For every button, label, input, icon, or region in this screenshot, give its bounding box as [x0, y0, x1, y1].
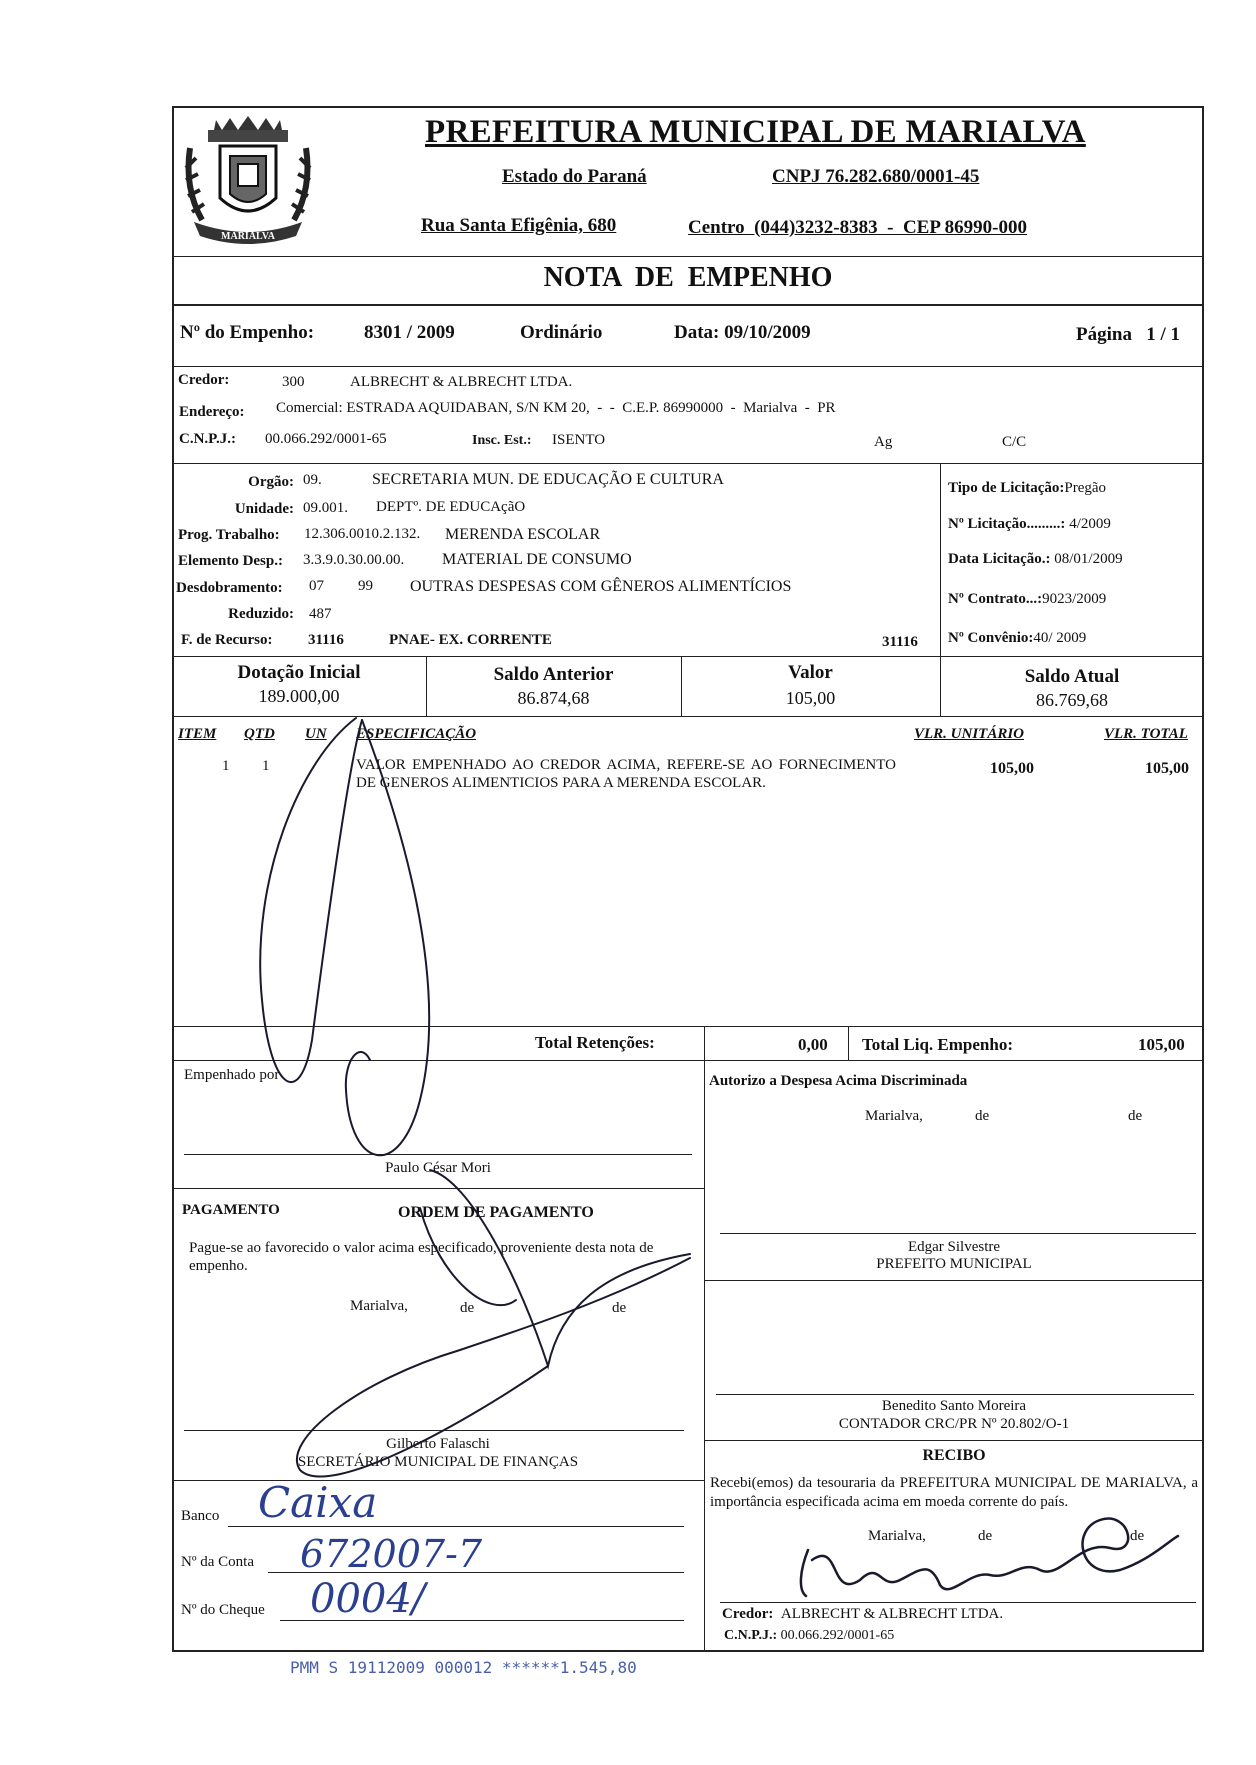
recibo-place: Marialva, — [868, 1528, 926, 1544]
reduzido-label: Reduzido: — [228, 606, 294, 622]
recurso-code-right: 31116 — [882, 634, 918, 650]
row-qtd: 1 — [262, 758, 270, 774]
desdobramento-name: OUTRAS DESPESAS COM GÊNEROS ALIMENTÍCIOS — [410, 578, 792, 595]
recurso-name: PNAE- EX. CORRENTE — [389, 632, 552, 648]
numero-licitacao-label: Nº Licitação.........: — [948, 516, 1066, 532]
recibo-text: Recebi(emos) da tesouraria da PREFEITURA MUNICIPAL DE MARIALVA, a importância especificada acima em moeda corrente do país. — [710, 1475, 1198, 1510]
pagamento-label: PAGAMENTO — [182, 1202, 280, 1218]
prog-name: MERENDA ESCOLAR — [445, 526, 601, 543]
retencoes-label: Total Retenções: — [535, 1033, 655, 1052]
col-vlr-total: VLR. TOTAL — [1104, 726, 1188, 742]
cnpj-field-label: C.N.P.J.: — [179, 431, 236, 447]
prefeito-role: PREFEITO MUNICIPAL — [876, 1256, 1032, 1272]
crest-text: MARIALVA — [221, 231, 275, 242]
numero-contrato — [948, 591, 1106, 608]
recibo-de1: de — [978, 1528, 993, 1544]
valor-label: Valor — [788, 662, 833, 683]
address-label: Rua Santa Efigênia, 680 — [421, 215, 617, 236]
col-un: UN — [305, 726, 327, 742]
pagamento-text: Pague-se ao favorecido o valor acima especificado, proveniente desta nota de empenho. — [189, 1240, 654, 1274]
contrato-value: 9023/2009 — [1042, 591, 1107, 607]
recibo-de2: de — [1130, 1528, 1145, 1544]
page-number: Página 1 / 1 — [1076, 324, 1180, 345]
recibo-credor — [722, 1606, 1003, 1623]
recibo-title: RECIBO — [922, 1447, 986, 1464]
desdobramento-code: 07 — [309, 578, 324, 594]
address-contact: Centro (044)3232-8383 - CEP 86990-000 — [688, 217, 1027, 238]
recurso-label: F. de Recurso: — [181, 632, 273, 648]
recibo-cnpj-label: C.N.P.J.: — [724, 1628, 778, 1643]
credor-code: 300 — [282, 374, 305, 390]
col-vlr-unitario: VLR. UNITÁRIO — [914, 726, 1025, 742]
unidade-name: DEPTº. DE EDUCAçãO — [376, 499, 526, 515]
dotacao-value: 189.000,00 — [258, 686, 340, 706]
empenho-number: 8301 / 2009 — [364, 322, 455, 343]
autorizo-place: Marialva, — [865, 1108, 923, 1124]
recibo-credor-value: ALBRECHT & ALBRECHT LTDA. — [780, 1606, 1004, 1622]
pagamento-place: Marialva, — [350, 1298, 408, 1314]
data-licitacao-label: Data Licitação.: — [948, 551, 1051, 567]
empenho-type: Ordinário — [520, 322, 603, 343]
col-item: ITEM — [178, 726, 217, 742]
prog-code: 12.306.0010.2.132. — [304, 526, 421, 542]
tipo-licitacao-value: Pregão — [1064, 480, 1107, 496]
reduzido-value: 487 — [309, 606, 332, 622]
convenio-value: 40/ 2009 — [1033, 630, 1087, 646]
row-vlr-total: 105,00 — [1145, 760, 1189, 777]
cnpj-label: CNPJ 76.282.680/0001-45 — [772, 166, 980, 187]
elemento-name: MATERIAL DE CONSUMO — [442, 551, 632, 568]
autorizo-de2: de — [1128, 1108, 1143, 1124]
empenho-date: Data: 09/10/2009 — [674, 322, 811, 343]
tipo-licitacao — [948, 480, 1106, 497]
document-title: NOTA DE EMPENHO — [543, 262, 833, 293]
unidade-code: 09.001. — [303, 500, 348, 516]
col-especificacao: ESPECIFICAÇÃO — [356, 726, 477, 742]
numero-licitacao — [948, 516, 1111, 533]
contador-role: CONTADOR CRC/PR Nº 20.802/O-1 — [838, 1416, 1070, 1432]
orgao-name: SECRETARIA MUN. DE EDUCAÇÃO E CULTURA — [372, 471, 724, 488]
valor-value: 105,00 — [785, 688, 836, 708]
row-item: 1 — [222, 758, 230, 774]
cheque-label: Nº do Cheque — [181, 1602, 265, 1618]
desdobramento-sub: 99 — [358, 578, 373, 594]
insc-value: ISENTO — [552, 432, 606, 448]
secretario-role: SECRETÁRIO MUNICIPAL DE FINANÇAS — [297, 1454, 579, 1470]
pagamento-de1: de — [460, 1300, 475, 1316]
secretario-name: Gilberto Falaschi — [386, 1436, 490, 1452]
banco-value: Caixa — [258, 1478, 378, 1527]
recurso-code: 31116 — [308, 632, 344, 648]
unidade-label: Unidade: — [234, 501, 294, 517]
empenhado-label: Empenhado por — [184, 1067, 280, 1083]
convenio-label: Nº Convênio: — [948, 630, 1034, 646]
contador-name: Benedito Santo Moreira — [881, 1398, 1027, 1414]
ag-label: Ag — [874, 434, 893, 450]
numero-convenio — [948, 630, 1086, 647]
numero-licitacao-value: 4/2009 — [1069, 516, 1111, 532]
pagamento-de2: de — [612, 1300, 627, 1316]
total-liquido-value: 105,00 — [1138, 1035, 1185, 1054]
elemento-label: Elemento Desp.: — [178, 553, 283, 569]
dotacao-label: Dotação Inicial — [237, 662, 361, 683]
col-qtd: QTD — [244, 726, 275, 742]
cc-label: C/C — [1002, 434, 1027, 450]
municipal-crest — [178, 108, 318, 254]
row-especificacao: VALOR EMPENHADO AO CREDOR ACIMA, REFERE-SE AO FORNECIMENTO DE GENEROS ALIMENTICIOS PARA A MERENDA ESCOLAR. — [356, 757, 896, 791]
saldo-atual-value: 86.769,68 — [1036, 690, 1108, 710]
credor-name: ALBRECHT & ALBRECHT LTDA. — [350, 374, 573, 390]
conta-label: Nº da Conta — [181, 1554, 254, 1570]
elemento-code: 3.3.9.0.30.00.00. — [303, 552, 405, 568]
autorizo-title: Autorizo a Despesa Acima Discriminada — [709, 1073, 968, 1089]
prefeito-name: Edgar Silvestre — [907, 1239, 1001, 1255]
contrato-label: Nº Contrato...: — [948, 591, 1043, 607]
banco-label: Banco — [181, 1508, 220, 1524]
desdobramento-label: Desdobramento: — [176, 580, 283, 596]
recibo-cnpj — [724, 1628, 894, 1644]
tipo-licitacao-label: Tipo de Licitação: — [948, 480, 1065, 496]
empenho-number-label: Nº do Empenho: — [180, 322, 315, 343]
recibo-credor-label: Credor: — [722, 1606, 774, 1622]
saldo-anterior-value: 86.874,68 — [517, 688, 590, 708]
retencoes-value: 0,00 — [798, 1035, 828, 1054]
bank-stamp: PMM S 19112009 000012 ******1.545,80 — [290, 1658, 637, 1677]
total-liquido-label: Total Liq. Empenho: — [862, 1035, 1013, 1054]
state-label: Estado do Paraná — [502, 166, 647, 187]
saldo-anterior-label: Saldo Anterior — [493, 664, 614, 685]
autorizo-de1: de — [975, 1108, 990, 1124]
credor-label: Credor: — [178, 372, 230, 388]
conta-value: 672007-7 — [300, 1532, 483, 1576]
credor-cnpj: 00.066.292/0001-65 — [265, 431, 387, 447]
municipality-title: PREFEITURA MUNICIPAL DE MARIALVA — [425, 114, 1086, 150]
data-licitacao — [948, 551, 1123, 568]
row-vlr-unitario: 105,00 — [990, 760, 1034, 777]
saldo-atual-label: Saldo Atual — [1024, 666, 1120, 687]
credor-address: Comercial: ESTRADA AQUIDABAN, S/N KM 20, - - C.E.P. 86990000 - Marialva - PR — [276, 400, 836, 416]
ordem-pagamento-title: ORDEM DE PAGAMENTO — [398, 1204, 594, 1221]
address-field-label: Endereço: — [179, 404, 245, 420]
cheque-value: 0004/ — [310, 1576, 426, 1622]
insc-label: Insc. Est.: — [472, 433, 532, 448]
orgao-label: Orgão: — [248, 474, 294, 490]
data-licitacao-value: 08/01/2009 — [1054, 551, 1123, 567]
prog-label: Prog. Trabalho: — [178, 527, 280, 543]
recibo-cnpj-value: 00.066.292/0001-65 — [780, 1628, 895, 1643]
empenhado-signer: Paulo César Mori — [385, 1160, 491, 1176]
orgao-code: 09. — [303, 472, 322, 488]
